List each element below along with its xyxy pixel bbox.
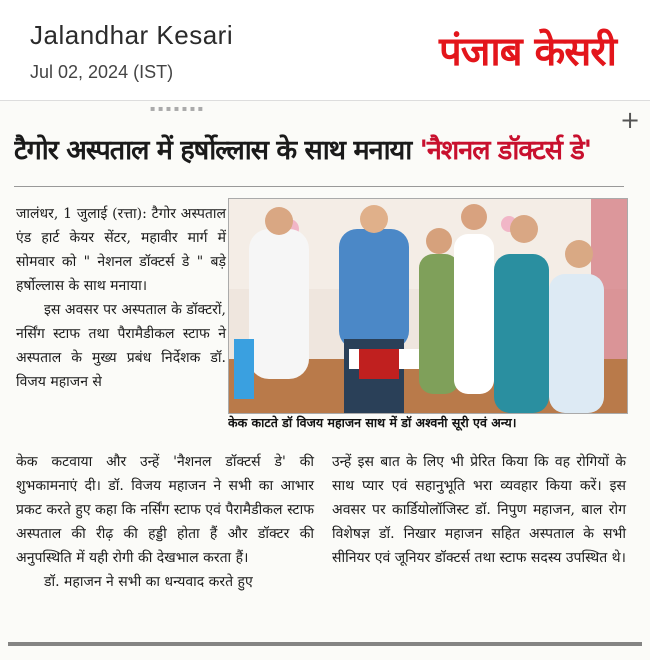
article-column-bottom-right (332, 450, 626, 570)
headline-main: टैगोर अस्पताल में हर्षोल्लास के साथ मनाया (14, 135, 420, 166)
clipping-header (0, 0, 650, 100)
clipping-bottom-edge (0, 634, 650, 659)
article-paragraph: डॉ. महाजन ने सभी का धन्यवाद करते हुए (44, 574, 253, 590)
article-paragraph: इस अवसर पर अस्पताल के डॉक्टरों, नर्सिंग स्टाफ तथा पैरामैडीकल स्टाफ ने अस्पताल के मुख्य प्रबंध निर्देशक डॉ. विजय महाजन से (16, 302, 226, 390)
photo-illustration (229, 199, 627, 413)
article-paragraph: केक कटवाया और उन्हें 'नैशनल डॉक्टर्स डे' की शुभकामनाएं दी। डॉ. विजय महाजन ने सभी का आभार प्रकट करते हुए कहा कि नर्सिंग स्टाफ एवं पैरामैडीकल स्टाफ अस्पताल की रीढ़ की हड्डी होता हैं और डॉक्टर की अनुपस्थिति में यही रोगी की देखभाल करता हैं। (16, 454, 314, 566)
article-paragraph: जालंधर, 1 जुलाई (रत्ता): टैगोर अस्पताल एंड हार्ट केयर सेंटर, महावीर मार्ग में सोमवार को " नेशनल डॉक्टर्स डे " बड़े हर्षोल्लास के साथ मनाया। (16, 206, 226, 294)
article-paragraph: उन्हें इस बात के लिए भी प्रेरित किया कि वह रोगियों के साथ प्यार एवं सहानुभूति भरा व्यवहार किया करें। इस अवसर पर कार्डियोलॉजिस्ट डॉ. निपुण महाजन, बाल रोग विशेषज्ञ डॉ. निखार महाजन सहित अस्पताल के सभी सीनियर एवं जूनियर डॉक्टर्स तथा स्टाफ सदस्य उपस्थित थे। (332, 454, 626, 566)
photo-caption: केक काटते डॉ विजय महाजन साथ में डॉ अश्वनी सूरी एवं अन्य। (228, 415, 517, 430)
headline-divider (14, 186, 624, 187)
article-photo (228, 198, 628, 414)
article-column-left (16, 202, 226, 394)
newspaper-logo: पंजाब केसरी (438, 29, 616, 75)
publication-name: Jalandhar Kesari (30, 20, 234, 50)
faint-masthead-residue: ▪ ▪ ▪ ▪ ▪ ▪ ▪ (150, 104, 204, 113)
article-headline (14, 130, 634, 178)
publication-date: Jul 02, 2024 (IST) (30, 62, 174, 82)
registration-mark-icon: + (620, 106, 641, 134)
article-column-bottom-left (16, 450, 314, 594)
headline-quote: 'नैशनल डॉक्टर्स डे' (419, 135, 592, 166)
